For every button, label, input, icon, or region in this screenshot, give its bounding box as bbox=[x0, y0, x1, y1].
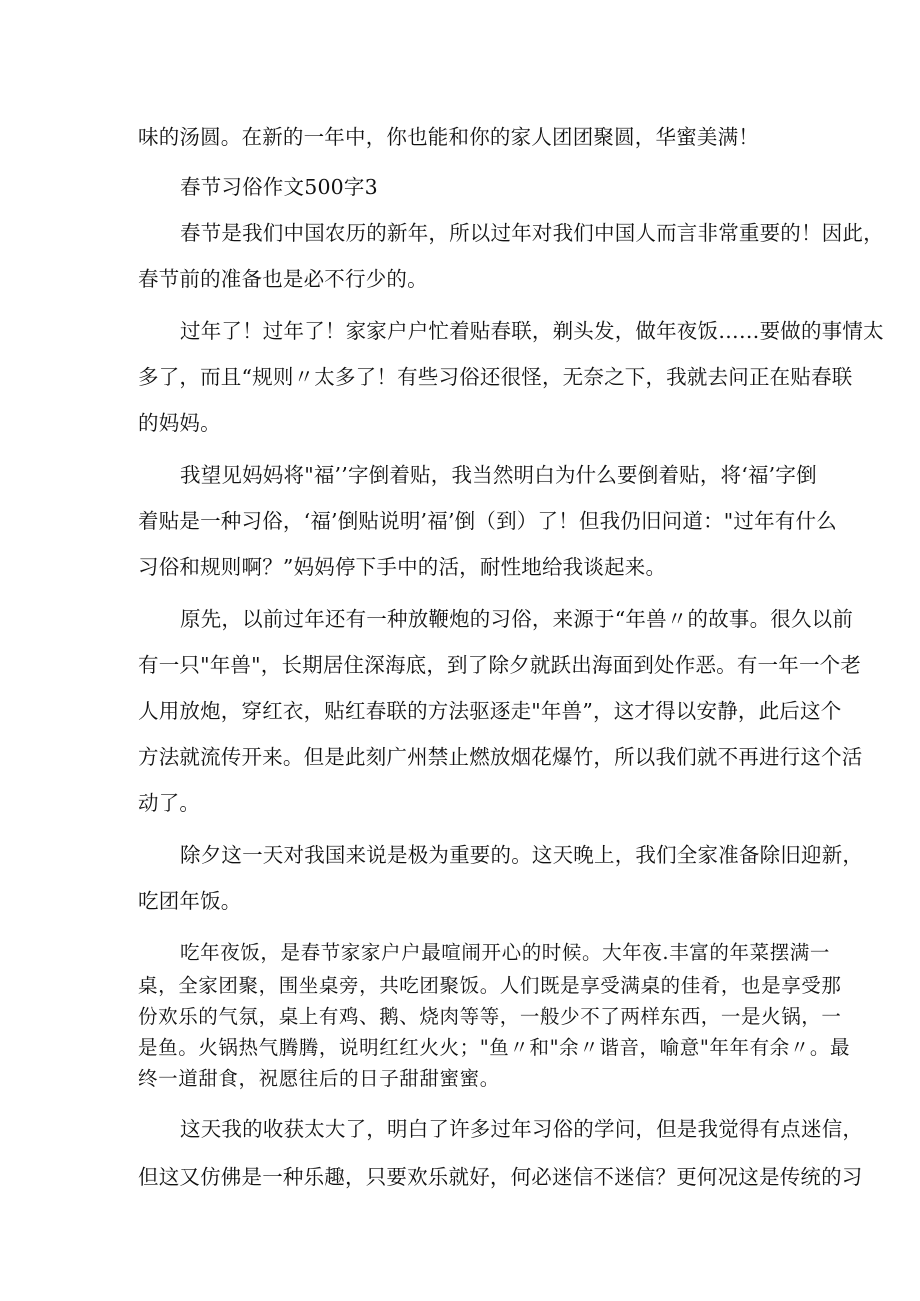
text-line: 方法就流传开来。但是此刻广州禁止燃放烟花爆竹，所以我们就不再进行这个活 bbox=[138, 745, 863, 769]
text-line: 吃年夜饭，是春节家家户户最喧闹开心的时候。大年夜.丰富的年菜摆满一 bbox=[180, 941, 830, 964]
text-line: 除夕这一天对我国来说是极为重要的。这天晚上，我们全家准备除旧迎新， bbox=[180, 843, 864, 867]
text-line: 着贴是一种习俗，‘福’倒贴说明’福’倒（到）了！但我仍旧问道："过年有什么 bbox=[138, 509, 837, 533]
text-line: 春节是我们中国农历的新年，所以过年对我们中国人而言非常重要的！因此， bbox=[180, 221, 884, 245]
text-line: 我望见妈妈将"福’’字倒着贴，我当然明白为什么要倒着贴，将‘福’字倒 bbox=[180, 463, 817, 487]
text-line: 是鱼。火锅热气腾腾，说明红红火火；"鱼〃和"余〃谐音，喻意"年年有余〃。最 bbox=[138, 1036, 851, 1059]
text-line: 动了。 bbox=[138, 791, 201, 815]
text-line: 份欢乐的气氛，桌上有鸡、鹅、烧肉等等，一般少不了两样东西，一是火锅，一 bbox=[138, 1005, 842, 1028]
text-line: 味的汤圆。在新的一年中，你也能和你的家人团团聚圆，华蜜美满！ bbox=[138, 125, 759, 149]
text-line: 吃团年饭。 bbox=[138, 889, 242, 913]
text-line: 原先，以前过年还有一种放鞭炮的习俗，来源于“年兽〃的故事。很久以前 bbox=[180, 607, 854, 631]
text-line: 的妈妈。 bbox=[138, 411, 221, 435]
text-line: 有一只"年兽"，长期居住深海底，到了除夕就跃出海面到处作恶。有一年一个老 bbox=[138, 653, 862, 677]
text-line: 人用放炮，穿红衣，贴红春联的方法驱逐走"年兽”，这才得以安静，此后这个 bbox=[138, 699, 842, 723]
text-line: 但这又仿佛是一种乐趣，只要欢乐就好，何必迷信不迷信？更何况这是传统的习 bbox=[138, 1165, 863, 1189]
text-line: 习俗和规则啊？”妈妈停下手中的活，耐性地给我谈起来。 bbox=[138, 555, 667, 579]
section-heading: 春节习俗作文500字3 bbox=[180, 175, 378, 199]
text-line: 春节前的准备也是必不行少的。 bbox=[138, 267, 428, 291]
text-line: 终一道甜食，祝愿往后的日子甜甜蜜蜜。 bbox=[138, 1067, 500, 1090]
text-line: 过年了！过年了！家家户户忙着贴春联，剃头发，做年夜饭……要做的事情太 bbox=[180, 319, 884, 343]
text-line: 多了，而且“规则〃太多了！有些习俗还很怪，无奈之下，我就去问正在贴春联 bbox=[138, 365, 853, 389]
text-line: 这天我的收获太大了，明白了许多过年习俗的学问，但是我觉得有点迷信， bbox=[180, 1117, 864, 1141]
text-line: 桌，全家团聚，围坐桌旁，共吃团聚饭。人们既是享受满桌的佳肴，也是享受那 bbox=[138, 974, 842, 997]
